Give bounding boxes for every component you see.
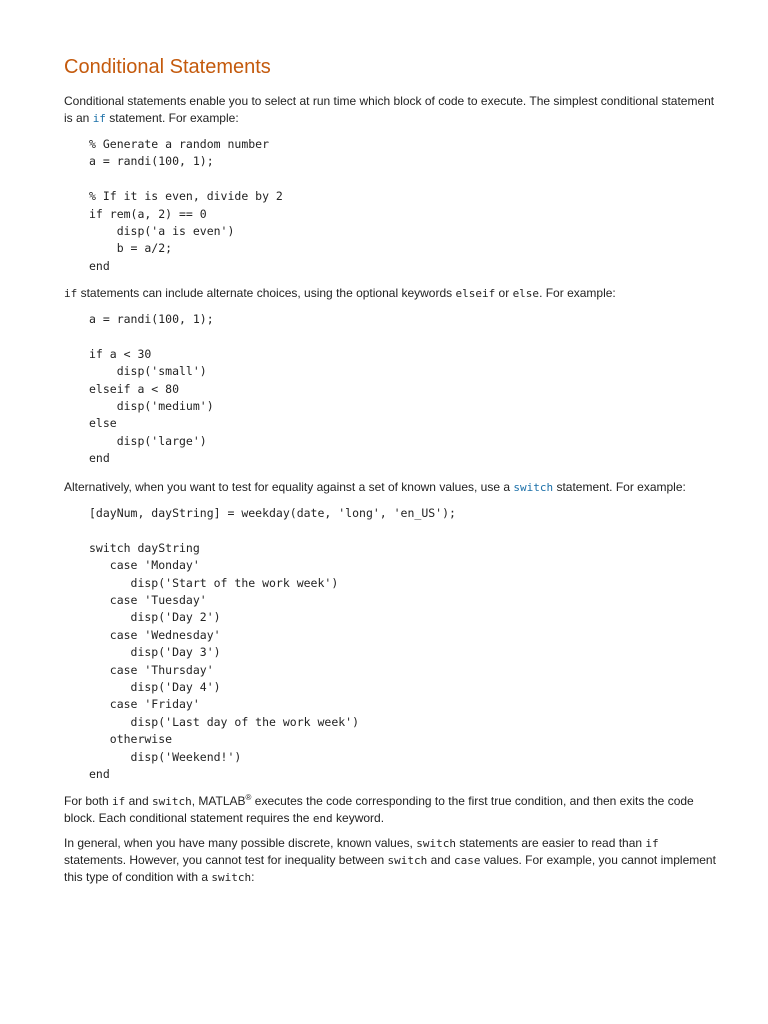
inline-code: switch — [151, 795, 192, 808]
text: statements are easier to read than — [455, 836, 646, 850]
inline-code: case — [453, 854, 481, 867]
code-block-elseif: a = randi(100, 1); if a < 30 disp('small') elseif a < 80 disp('medium') else disp('large') end — [89, 312, 214, 466]
inline-code: switch — [416, 837, 456, 850]
switch-paragraph — [64, 479, 724, 496]
text: executes the code corresponding to the first true condition, and then exits the code block. Each conditional statement requires the — [64, 794, 694, 825]
text: keyword. — [332, 811, 385, 825]
registered-mark: ® — [245, 793, 252, 802]
text: . For example: — [539, 286, 616, 300]
text: : — [251, 870, 255, 884]
general-paragraph — [64, 835, 724, 886]
inline-code: else — [512, 287, 540, 300]
inline-code: switch — [387, 854, 428, 867]
text: statements. However, you cannot test for inequality between — [64, 853, 388, 867]
inline-code: elseif — [455, 287, 496, 300]
text: statement. For example: — [105, 111, 239, 125]
text: and — [427, 853, 454, 867]
matlab-paragraph — [64, 793, 724, 827]
text: and — [125, 794, 152, 808]
text: statements can include alternate choices, using the optional keywords — [77, 286, 456, 300]
text: values. For example, you cannot implement this type of condition with a — [64, 853, 716, 884]
text: Conditional statements enable you to select at run time which block of code to execute. The simplest conditional statement is an — [64, 94, 715, 125]
if-keyword-link[interactable]: if — [92, 112, 106, 125]
inline-code: if — [112, 795, 126, 808]
inline-code: if — [645, 837, 659, 850]
text: Alternatively, when you want to test for equality against a set of known values, use a — [64, 480, 514, 494]
inline-code: end — [312, 812, 333, 825]
inline-code: if — [64, 287, 78, 300]
text: , MATLAB — [191, 794, 246, 808]
inline-code: switch — [211, 871, 252, 884]
text: or — [495, 286, 513, 300]
switch-keyword-link[interactable]: switch — [513, 481, 554, 494]
code-block-switch: [dayNum, dayString] = weekday(date, 'long', 'en_US'); switch dayString case 'Monday' disp('Start of the work week') case 'Tuesday' disp('Day 2') case 'Wednesday' disp('Day 3') case 'Thursday' disp('Day 4') case 'Friday' disp('Last day of the work week') otherwise disp('Weekend!') end — [89, 506, 456, 782]
page-title: Conditional Statements — [64, 56, 271, 78]
intro-paragraph — [64, 93, 724, 127]
code-block-if: % Generate a random number a = randi(100, 1); % If it is even, divide by 2 if rem(a, 2) == 0 disp('a is even') b = a/2; end — [89, 137, 283, 273]
text: In general, when you have many possible discrete, known values, — [64, 836, 417, 850]
text: For both — [64, 794, 113, 808]
elseif-paragraph — [64, 285, 724, 302]
text: statement. For example: — [553, 480, 686, 494]
